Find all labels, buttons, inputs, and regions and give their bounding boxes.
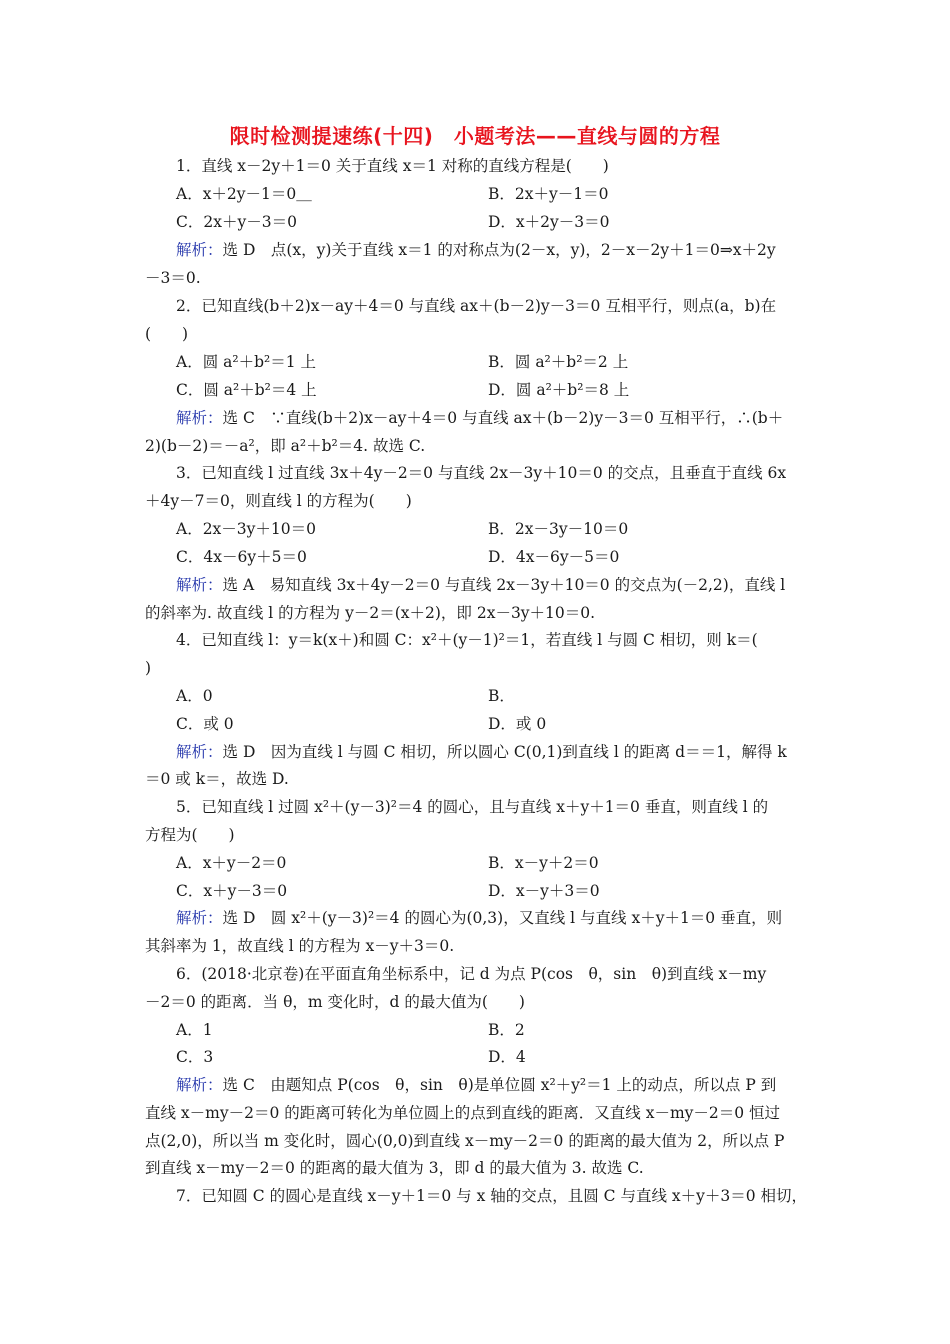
q3-solution: [176, 575, 785, 595]
q1-option-d: D．x＋2y－3＝0: [488, 213, 610, 231]
q1-stem: 1．直线 x－2y＋1＝0 关于直线 x＝1 对称的直线方程是( ): [176, 157, 609, 175]
q3-solution-text: 选 A 易知直线 3x＋4y－2＝0 与直线 2x－3y＋10＝0 的交点为(－2,2)，直线 l: [222, 576, 786, 594]
q1-solution-cont: －3＝0.: [145, 269, 201, 287]
q5-option-a: A．x＋y－2＝0: [176, 854, 287, 872]
q3-option-a: A．2x－3y＋10＝0: [176, 520, 316, 538]
q7-stem: 7．已知圆 C 的圆心是直线 x－y＋1＝0 与 x 轴的交点，且圆 C 与直线 x＋y＋3＝0 相切，: [176, 1187, 808, 1205]
q5-option-d: D．x－y＋3＝0: [488, 882, 600, 900]
solution-label: 解析：: [176, 576, 223, 594]
q5-option-b: B．x－y＋2＝0: [488, 854, 599, 872]
solution-label: 解析：: [176, 743, 223, 761]
q2-stem-cont: ( ): [145, 325, 189, 343]
q4-option-b: B．: [488, 687, 515, 705]
q6-solution-cont-3: 到直线 x－my－2＝0 的距离的最大值为 3，即 d 的最大值为 3. 故选 C.: [145, 1159, 644, 1177]
q3-option-b: B．2x－3y－10＝0: [488, 520, 629, 538]
q3-stem: 3．已知直线 l 过直线 3x＋4y－2＝0 与直线 2x－3y＋10＝0 的交点，且垂直于直线 6x: [176, 464, 787, 482]
q4-option-c: C．或 0: [176, 715, 234, 733]
q1-solution-text: 选 D 点(x，y)关于直线 x＝1 的对称点为(2－x，y)，2－x－2y＋1＝0⇒x＋2y: [222, 241, 776, 259]
q6-option-c: C．3: [176, 1048, 214, 1066]
q2-option-d: D．圆 a²＋b²＝8 上: [488, 381, 630, 399]
q2-option-b: B．圆 a²＋b²＝2 上: [488, 353, 629, 371]
q4-solution-text: 选 D 因为直线 l 与圆 C 相切，所以圆心 C(0,1)到直线 l 的距离 d＝＝1，解得 k: [222, 743, 787, 761]
q6-stem: 6．(2018·北京卷)在平面直角坐标系中，记 d 为点 P(cos θ，sin θ)到直线 x－my: [176, 965, 767, 983]
q6-solution: [176, 1075, 776, 1095]
q1-option-a: A．x＋2y－1＝0＿: [176, 185, 312, 203]
q5-stem: 5．已知直线 l 过圆 x²＋(y－3)²＝4 的圆心，且与直线 x＋y＋1＝0 垂直，则直线 l 的: [176, 798, 769, 816]
q6-solution-text: 选 C 由题知点 P(cos θ，sin θ)是单位圆 x²＋y²＝1 上的动点，所以点 P 到: [222, 1076, 777, 1094]
q4-stem-cont: ): [145, 659, 152, 677]
q1-option-b: B．2x＋y－1＝0: [488, 185, 609, 203]
q3-option-c: C．4x－6y＋5＝0: [176, 548, 307, 566]
q2-option-c: C．圆 a²＋b²＝4 上: [176, 381, 317, 399]
q3-option-d: D．4x－6y－5＝0: [488, 548, 620, 566]
q5-option-c: C．x＋y－3＝0: [176, 882, 288, 900]
q6-stem-cont: －2＝0 的距离．当 θ，m 变化时，d 的最大值为( ): [145, 993, 525, 1011]
solution-label: 解析：: [176, 241, 223, 259]
q2-stem: 2．已知直线(b＋2)x－ay＋4＝0 与直线 ax＋(b－2)y－3＝0 互相平行，则点(a，b)在: [176, 297, 777, 315]
q4-stem: 4．已知直线 l：y＝k(x＋)和圆 C：x²＋(y－1)²＝1，若直线 l 与圆 C 相切，则 k＝(: [176, 631, 758, 649]
page-title: 限时检测提速练(十四) 小题考法——直线与圆的方程: [229, 124, 721, 148]
q4-solution: [176, 742, 787, 762]
q2-solution: [176, 408, 783, 428]
q2-solution-cont: 2)(b－2)＝－a²，即 a²＋b²＝4. 故选 C.: [145, 437, 426, 455]
q4-option-a: A．0: [176, 687, 213, 705]
q1-option-c: C．2x＋y－3＝0: [176, 213, 297, 231]
q6-solution-cont-1: 直线 x－my－2＝0 的距离可转化为单位圆上的点到直线的距离．又直线 x－my－2＝0 恒过: [145, 1104, 781, 1122]
q2-option-a: A．圆 a²＋b²＝1 上: [176, 353, 316, 371]
q4-solution-cont: ＝0 或 k＝，故选 D.: [145, 770, 289, 788]
q2-solution-text: 选 C ∵直线(b＋2)x－ay＋4＝0 与直线 ax＋(b－2)y－3＝0 互相平行，∴(b＋: [222, 409, 784, 427]
q6-option-d: D．4: [488, 1048, 526, 1066]
q5-stem-cont: 方程为( ): [145, 826, 235, 844]
q3-solution-cont: 的斜率为. 故直线 l 的方程为 y－2＝(x＋2)，即 2x－3y＋10＝0.: [145, 604, 596, 622]
solution-label: 解析：: [176, 909, 223, 927]
q5-solution-cont: 其斜率为 1，故直线 l 的方程为 x－y＋3＝0.: [145, 937, 455, 955]
q3-stem-cont: ＋4y－7＝0，则直线 l 的方程为( ): [145, 492, 412, 510]
q6-solution-cont-2: 点(2,0)，所以当 m 变化时，圆心(0,0)到直线 x－my－2＝0 的距离的最大值为 2，所以点 P: [145, 1132, 785, 1150]
q6-option-b: B．2: [488, 1021, 525, 1039]
q6-option-a: A．1: [176, 1021, 213, 1039]
q1-solution: [176, 240, 776, 260]
q5-solution-text: 选 D 圆 x²＋(y－3)²＝4 的圆心为(0,3)，又直线 l 与直线 x＋y＋1＝0 垂直，则: [222, 909, 783, 927]
q4-option-d: D．或 0: [488, 715, 547, 733]
solution-label: 解析：: [176, 409, 223, 427]
solution-label: 解析：: [176, 1076, 223, 1094]
q5-solution: [176, 908, 782, 928]
